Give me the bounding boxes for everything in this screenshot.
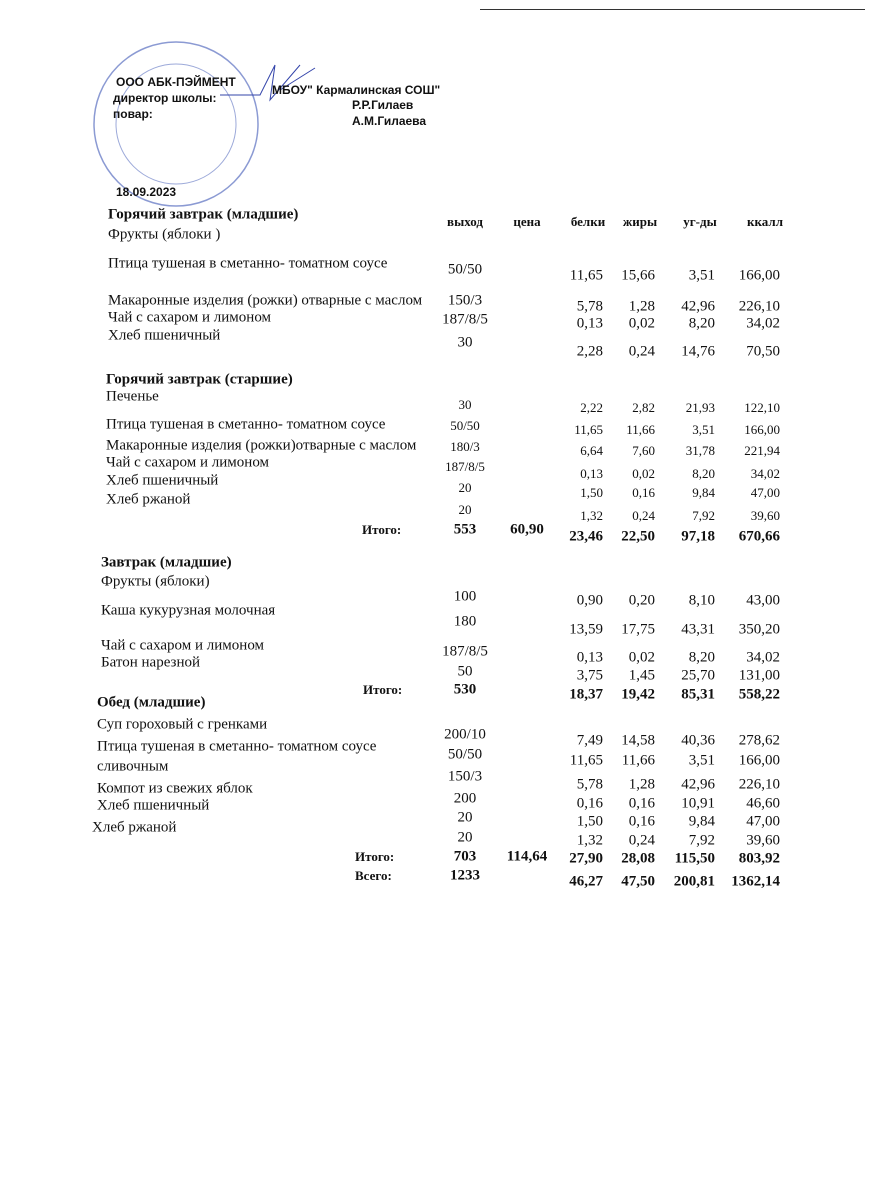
cell-fat: 0,02	[632, 466, 655, 481]
cell-fat: 0,24	[632, 508, 655, 523]
cell-kcal: 131,00	[738, 667, 780, 684]
total-fat: 22,50	[621, 528, 655, 545]
total-kcal: 558,22	[738, 686, 780, 703]
cell-protein: 0,13	[576, 315, 603, 332]
dish-name: Хлеб пшеничный	[106, 472, 219, 489]
cell-protein: 13,59	[569, 621, 603, 638]
cell-carbs: 42,96	[681, 298, 715, 315]
total-yield: 703	[453, 848, 477, 865]
cell-yield: 50	[457, 663, 473, 680]
cell-yield: 187/8/5	[442, 311, 488, 328]
cell-protein: 5,78	[576, 298, 603, 315]
cell-carbs: 8,20	[688, 315, 715, 332]
total-carbs: 97,18	[681, 528, 715, 545]
dish-name: Хлеб ржаной	[106, 491, 191, 508]
cell-fat: 11,66	[621, 752, 655, 769]
document-date: 18.09.2023	[116, 185, 177, 199]
cell-yield: 50/50	[447, 746, 483, 763]
cell-kcal: 166,00	[738, 752, 780, 769]
cell-carbs: 8,20	[688, 649, 715, 666]
cook-name: А.М.Гилаева	[352, 114, 427, 128]
column-header-fat: жиры	[622, 214, 658, 229]
cell-kcal: 70,50	[746, 343, 780, 360]
column-header-kcal: ккалл	[747, 214, 783, 229]
cell-protein: 1,50	[576, 813, 603, 830]
total-protein: 27,90	[569, 850, 603, 867]
cell-kcal: 34,02	[750, 466, 780, 481]
cell-protein: 11,65	[574, 422, 603, 437]
cell-yield: 30	[458, 397, 472, 412]
cell-carbs: 3,51	[688, 267, 715, 284]
total-protein: 23,46	[569, 528, 603, 545]
cell-carbs: 3,51	[692, 422, 715, 437]
cell-yield: 150/3	[447, 292, 483, 309]
director-name: Р.Р.Гилаев	[352, 98, 414, 112]
director-label: директор школы:	[113, 91, 217, 105]
cell-kcal: 166,00	[744, 422, 780, 437]
total-kcal: 1362,14	[731, 873, 780, 890]
total-carbs: 200,81	[673, 873, 715, 890]
total-carbs: 115,50	[674, 850, 715, 867]
cook-label: повар:	[113, 107, 153, 121]
cell-kcal: 226,10	[738, 776, 780, 793]
total-label: Итого:	[363, 682, 403, 697]
column-header-carbs: уг-ды	[683, 214, 717, 229]
cell-kcal: 221,94	[744, 443, 780, 458]
section-title: Завтрак (младшие)	[101, 554, 232, 571]
cell-kcal: 278,62	[738, 732, 780, 749]
cell-carbs: 9,84	[688, 813, 715, 830]
dish-name: Каша кукурузная молочная	[101, 602, 276, 619]
cell-kcal: 34,02	[746, 649, 780, 666]
dish-name: Батон нарезной	[101, 654, 201, 671]
total-price: 60,90	[510, 521, 544, 538]
cell-fat: 2,82	[632, 400, 655, 415]
dish-name: Фрукты (яблоки)	[101, 573, 210, 590]
cell-protein: 5,78	[576, 776, 603, 793]
cell-kcal: 166,00	[738, 267, 780, 284]
dish-name: Птица тушеная в сметанно- томатном соусе	[108, 255, 388, 272]
cell-protein: 1,32	[580, 508, 603, 523]
total-label: Итого:	[362, 522, 402, 537]
section-title: Горячий завтрак (младшие)	[108, 206, 299, 223]
cell-carbs: 14,76	[681, 343, 715, 360]
cell-fat: 7,60	[632, 443, 655, 458]
cell-fat: 0,02	[628, 315, 655, 332]
cell-fat: 1,28	[628, 298, 655, 315]
cell-carbs: 25,70	[681, 667, 715, 684]
cell-carbs: 8,10	[688, 592, 715, 609]
cell-kcal: 47,00	[750, 485, 780, 500]
cell-kcal: 39,60	[750, 508, 780, 523]
cell-fat: 0,02	[628, 649, 655, 666]
cell-kcal: 350,20	[738, 621, 780, 638]
cell-carbs: 42,96	[681, 776, 715, 793]
total-yield: 530	[453, 681, 477, 698]
dish-name: Фрукты (яблоки )	[108, 226, 221, 243]
cell-carbs: 10,91	[681, 795, 715, 812]
cell-fat: 15,66	[621, 267, 655, 284]
section-title: Обед (младшие)	[97, 694, 206, 711]
cell-carbs: 8,20	[692, 466, 715, 481]
cell-fat: 0,16	[632, 485, 655, 500]
dish-name: Хлеб пшеничный	[97, 797, 210, 814]
total-fat: 28,08	[621, 850, 655, 867]
cell-yield: 180/3	[450, 439, 480, 454]
cell-yield: 50/50	[450, 418, 480, 433]
cell-yield: 187/8/5	[442, 643, 488, 660]
cell-fat: 11,66	[626, 422, 655, 437]
cell-fat: 14,58	[621, 732, 655, 749]
cell-carbs: 21,93	[685, 400, 715, 415]
cell-kcal: 43,00	[746, 592, 780, 609]
cell-protein: 7,49	[576, 732, 603, 749]
total-yield: 1233	[450, 867, 480, 884]
dish-name: Чай с сахаром и лимоном	[101, 637, 265, 654]
cell-kcal: 226,10	[738, 298, 780, 315]
cell-fat: 0,16	[628, 795, 655, 812]
cell-kcal: 47,00	[746, 813, 780, 830]
total-protein: 18,37	[569, 686, 603, 703]
dish-name: Компот из свежих яблок	[97, 780, 253, 797]
cell-yield: 200/10	[444, 726, 486, 743]
total-protein: 46,27	[569, 873, 603, 890]
org-left: ООО АБК-ПЭЙМЕНТ	[116, 75, 236, 89]
cell-carbs: 40,36	[681, 732, 715, 749]
dish-name: Чай с сахаром и лимоном	[106, 454, 270, 471]
total-yield: 553	[453, 521, 477, 538]
dish-name: Птица тушеная в сметанно- томатном соусе	[106, 416, 386, 433]
cell-yield: 20	[457, 829, 473, 846]
column-header-yield: выход	[447, 214, 483, 229]
dish-name: Птица тушеная в сметанно- томатном соусе	[97, 738, 377, 755]
dish-name: Печенье	[106, 388, 159, 405]
dish-name: Макаронные изделия (рожки) отварные с маслом	[108, 292, 423, 309]
total-price: 114,64	[506, 848, 548, 865]
cell-protein: 1,50	[580, 485, 603, 500]
dish-name: Чай с сахаром и лимоном	[108, 309, 272, 326]
cell-protein: 2,22	[580, 400, 603, 415]
dish-name: сливочным	[97, 758, 169, 775]
cell-carbs: 9,84	[692, 485, 715, 500]
cell-kcal: 46,60	[746, 795, 780, 812]
column-header-price: цена	[513, 214, 541, 229]
cell-protein: 3,75	[576, 667, 603, 684]
cell-yield: 50/50	[447, 261, 483, 278]
cell-kcal: 39,60	[746, 832, 780, 849]
cell-protein: 0,13	[576, 649, 603, 666]
total-label: Итого:	[355, 849, 395, 864]
cell-yield: 150/3	[447, 768, 483, 785]
section-title: Горячий завтрак (старшие)	[106, 371, 293, 388]
cell-yield: 20	[458, 480, 472, 495]
cell-protein: 11,65	[569, 752, 603, 769]
cell-protein: 0,16	[576, 795, 603, 812]
cell-fat: 17,75	[621, 621, 655, 638]
cell-fat: 0,24	[628, 343, 655, 360]
cell-fat: 0,24	[628, 832, 655, 849]
total-kcal: 670,66	[738, 528, 780, 545]
cell-fat: 0,16	[628, 813, 655, 830]
cell-carbs: 43,31	[681, 621, 715, 638]
cell-yield: 200	[453, 790, 477, 807]
cell-carbs: 7,92	[692, 508, 715, 523]
cell-yield: 30	[457, 334, 473, 351]
cell-protein: 11,65	[569, 267, 603, 284]
scan-edge-line	[480, 9, 865, 10]
cell-fat: 0,20	[628, 592, 655, 609]
cell-carbs: 31,78	[685, 443, 715, 458]
total-kcal: 803,92	[738, 850, 780, 867]
cell-kcal: 122,10	[744, 400, 780, 415]
dish-name: Хлеб пшеничный	[108, 327, 221, 344]
cell-yield: 100	[453, 588, 477, 605]
cell-protein: 1,32	[576, 832, 603, 849]
column-header-protein: белки	[570, 214, 606, 229]
cell-yield: 187/8/5	[445, 459, 485, 474]
cell-carbs: 3,51	[688, 752, 715, 769]
cell-protein: 2,28	[576, 343, 603, 360]
org-right: МБОУ" Кармалинская СОШ"	[272, 83, 441, 97]
cell-protein: 0,13	[580, 466, 603, 481]
cell-yield: 20	[458, 502, 472, 517]
total-fat: 47,50	[621, 873, 655, 890]
total-label: Всего:	[355, 868, 392, 883]
dish-name: Суп гороховый с гренками	[97, 716, 268, 733]
cell-fat: 1,28	[628, 776, 655, 793]
cell-fat: 1,45	[628, 667, 655, 684]
cell-yield: 20	[457, 809, 473, 826]
total-carbs: 85,31	[681, 686, 715, 703]
cell-kcal: 34,02	[746, 315, 780, 332]
cell-protein: 6,64	[580, 443, 603, 458]
cell-carbs: 7,92	[688, 832, 715, 849]
cell-yield: 180	[453, 613, 477, 630]
total-fat: 19,42	[621, 686, 655, 703]
dish-name: Макаронные изделия (рожки)отварные с маслом	[106, 437, 417, 454]
dish-name: Хлеб ржаной	[92, 819, 177, 836]
cell-protein: 0,90	[576, 592, 603, 609]
